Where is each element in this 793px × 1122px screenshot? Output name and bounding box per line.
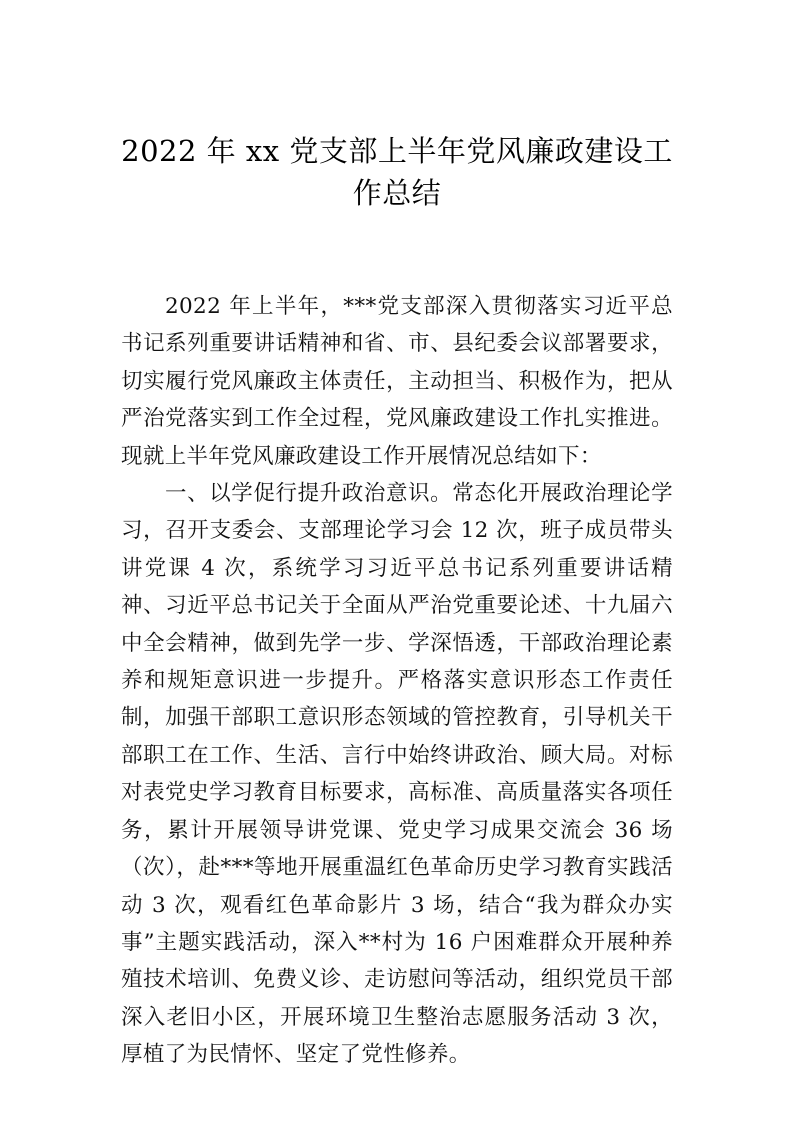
document-content-column — [121, 0, 673, 1074]
document-body — [121, 288, 673, 1074]
document-title-line-1: 2022 年 xx 党支部上半年党风廉政建设工作 — [121, 134, 673, 210]
document-title — [121, 0, 673, 214]
paragraph-section-one: 一、以学促行提升政治意识。常态化开展政治理论学习，召开支委会、支部理论学习会 12 次，班子成员带头讲党课 4 次，系统学习习近平总书记系列重要讲话精神、习近平总书记关于全面从严治党重要论述、十九届六中全会精神，做到先学一步、学深悟透，干部政治理论素养和规矩意识进一步提升。严格落实意识形态工作责任制，加强干部职工意识形态领域的管控教育，引导机关干部职工在工作、生活、言行中始终讲政治、顾大局。对标对表党史学习教育目标要求，高标准、高质量落实各项任务，累计开展领导讲党课、党史学习成果交流会 36 场（次），赴***等地开展重温红色革命历史学习教育实践活动 3 次，观看红色革命影片 3 场，结合“我为群众办实事”主题实践活动，深入**村为 16 户困难群众开展种养殖技术培训、免费义诊、走访慰问等活动，组织党员干部深入老旧小区，开展环境卫生整治志愿服务活动 3 次，厚植了为民情怀、坚定了党性修养。 — [121, 481, 673, 1068]
paragraph-intro: 2022 年上半年，***党支部深入贯彻落实习近平总书记系列重要讲话精神和省、市、县纪委会议部署要求，切实履行党风廉政主体责任，主动担当、积极作为，把从严治党落实到工作全过程，党风廉政建设工作扎实推进。现就上半年党风廉政建设工作开展情况总结如下： — [121, 294, 673, 469]
document-title-line-2: 总结 — [382, 176, 442, 210]
